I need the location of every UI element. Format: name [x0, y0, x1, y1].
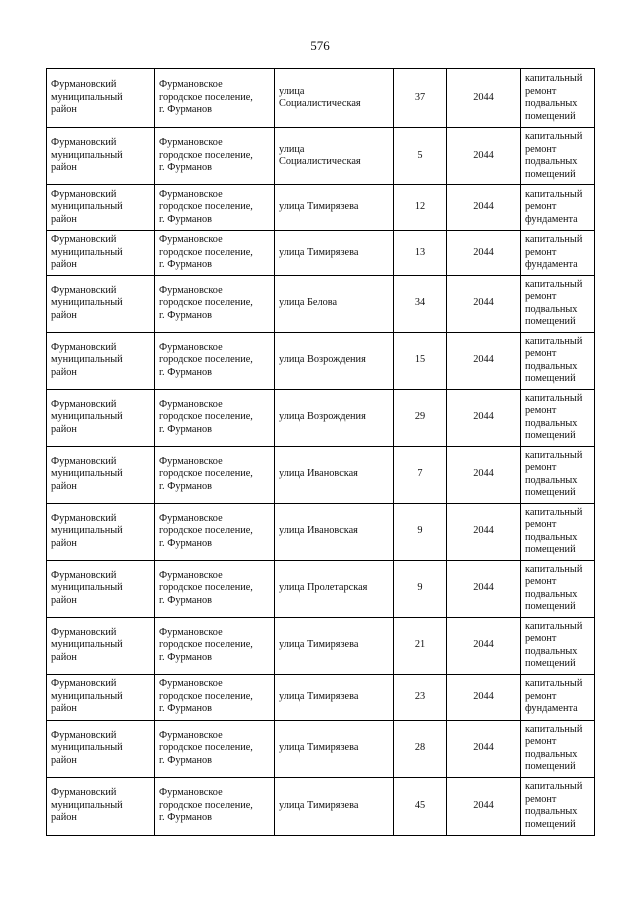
work-type-cell [521, 128, 595, 185]
street-cell-text: улица Ивановская [279, 525, 358, 537]
settlement-cell [155, 231, 275, 276]
settlement-cell [155, 69, 275, 128]
district-cell-text: Фурмановский муниципальный район [51, 398, 123, 435]
work-type-cell-text: капитальный ремонт подвальных помещений [525, 781, 583, 830]
house-number-cell-text: 9 [417, 525, 423, 537]
house-number-cell-text: 37 [414, 91, 426, 103]
table-row [47, 446, 595, 503]
district-cell [47, 777, 155, 835]
year-cell [447, 275, 521, 332]
house-number-cell-text: 9 [417, 582, 423, 594]
settlement-cell-text: Фурмановское городское поселение, г. Фурманов [159, 284, 253, 321]
street-cell-text: улица Тимирязева [279, 201, 359, 213]
house-number-cell [394, 617, 447, 674]
street-cell-text: улица Возрождения [279, 411, 366, 423]
settlement-cell [155, 560, 275, 617]
work-type-cell [521, 446, 595, 503]
work-type-cell [521, 389, 595, 446]
house-number-cell [394, 231, 447, 276]
work-type-cell [521, 231, 595, 276]
settlement-cell [155, 332, 275, 389]
work-type-cell [521, 560, 595, 617]
year-cell [447, 777, 521, 835]
work-type-cell-text: капитальный ремонт фундамента [525, 188, 583, 225]
house-number-cell [394, 446, 447, 503]
district-cell-text: Фурмановский муниципальный район [51, 787, 123, 824]
street-cell [275, 389, 394, 446]
street-cell [275, 231, 394, 276]
district-cell [47, 674, 155, 720]
year-cell [447, 231, 521, 276]
settlement-cell-text: Фурмановское городское поселение, г. Фурманов [159, 678, 253, 715]
settlement-cell-text: Фурмановское городское поселение, г. Фурманов [159, 455, 253, 492]
work-type-cell [521, 332, 595, 389]
work-type-cell [521, 674, 595, 720]
district-cell-text: Фурмановский муниципальный район [51, 234, 123, 270]
street-cell [275, 560, 394, 617]
house-number-cell [394, 185, 447, 231]
table-body [47, 69, 595, 836]
repair-schedule-table [46, 68, 595, 836]
work-type-cell-text: капитальный ремонт подвальных помещений [525, 620, 583, 669]
street-cell [275, 69, 394, 128]
district-cell [47, 332, 155, 389]
year-cell [447, 69, 521, 128]
district-cell [47, 617, 155, 674]
work-type-cell-text: капитальный ремонт подвальных помещений [525, 278, 583, 327]
district-cell-text: Фурмановский муниципальный район [51, 512, 123, 549]
house-number-cell [394, 777, 447, 835]
street-cell-text: улица Белова [279, 297, 338, 309]
work-type-cell-text: капитальный ремонт подвальных помещений [525, 335, 583, 384]
work-type-cell-text: капитальный ремонт подвальных помещений [525, 73, 583, 122]
year-cell-text: 2044 [473, 411, 494, 423]
settlement-cell-text: Фурмановское городское поселение, г. Фурманов [159, 137, 253, 174]
district-cell [47, 389, 155, 446]
table-row [47, 332, 595, 389]
settlement-cell [155, 503, 275, 560]
house-number-cell [394, 69, 447, 128]
year-cell [447, 446, 521, 503]
district-cell [47, 231, 155, 276]
year-cell [447, 332, 521, 389]
settlement-cell-text: Фурмановское городское поселение, г. Фурманов [159, 729, 253, 766]
house-number-cell-text: 15 [414, 354, 426, 366]
street-cell [275, 446, 394, 503]
house-number-cell [394, 332, 447, 389]
settlement-cell-text: Фурмановское городское поселение, г. Фурманов [159, 188, 253, 225]
street-cell-text: улица Тимирязева [279, 690, 359, 702]
table-row [47, 128, 595, 185]
table-row [47, 275, 595, 332]
district-cell [47, 275, 155, 332]
district-cell-text: Фурмановский муниципальный район [51, 137, 123, 174]
house-number-cell [394, 503, 447, 560]
settlement-cell [155, 128, 275, 185]
street-cell-text: улица Возрождения [279, 354, 366, 366]
street-cell [275, 185, 394, 231]
house-number-cell-text: 13 [414, 246, 426, 258]
table-row [47, 69, 595, 128]
district-cell [47, 720, 155, 777]
street-cell [275, 128, 394, 185]
table-row [47, 389, 595, 446]
year-cell-text: 2044 [473, 149, 494, 161]
work-type-cell-text: капитальный ремонт подвальных помещений [525, 723, 583, 772]
work-type-cell-text: капитальный ремонт подвальных помещений [525, 449, 583, 498]
year-cell-text: 2044 [473, 201, 494, 213]
house-number-cell [394, 128, 447, 185]
street-cell-text: улица Тимирязева [279, 246, 359, 258]
street-cell-text: улица Социалистическая [279, 143, 361, 167]
year-cell [447, 720, 521, 777]
work-type-cell [521, 185, 595, 231]
year-cell [447, 389, 521, 446]
district-cell [47, 185, 155, 231]
street-cell [275, 275, 394, 332]
year-cell [447, 674, 521, 720]
district-cell-text: Фурмановский муниципальный район [51, 569, 123, 606]
district-cell-text: Фурмановский муниципальный район [51, 341, 123, 378]
work-type-cell [521, 503, 595, 560]
settlement-cell [155, 446, 275, 503]
district-cell [47, 446, 155, 503]
house-number-cell [394, 560, 447, 617]
house-number-cell-text: 34 [414, 297, 426, 309]
year-cell [447, 503, 521, 560]
work-type-cell [521, 777, 595, 835]
house-number-cell [394, 720, 447, 777]
work-type-cell-text: капитальный ремонт подвальных помещений [525, 506, 583, 555]
settlement-cell [155, 720, 275, 777]
year-cell-text: 2044 [473, 468, 494, 480]
work-type-cell-text: капитальный ремонт фундамента [525, 678, 583, 715]
house-number-cell [394, 389, 447, 446]
district-cell-text: Фурмановский муниципальный район [51, 455, 123, 492]
settlement-cell-text: Фурмановское городское поселение, г. Фурманов [159, 787, 253, 824]
table-row [47, 185, 595, 231]
table-row [47, 617, 595, 674]
table-row [47, 777, 595, 835]
settlement-cell [155, 275, 275, 332]
year-cell-text: 2044 [473, 525, 494, 537]
street-cell-text: улица Пролетарская [279, 582, 368, 594]
year-cell-text: 2044 [473, 297, 494, 309]
district-cell [47, 560, 155, 617]
year-cell-text: 2044 [473, 582, 494, 594]
street-cell [275, 503, 394, 560]
street-cell-text: улица Тимирязева [279, 639, 359, 651]
table-row [47, 720, 595, 777]
house-number-cell-text: 7 [417, 468, 423, 480]
settlement-cell [155, 617, 275, 674]
year-cell-text: 2044 [473, 354, 494, 366]
year-cell-text: 2044 [473, 690, 494, 702]
district-cell-text: Фурмановский муниципальный район [51, 626, 123, 663]
street-cell [275, 332, 394, 389]
work-type-cell-text: капитальный ремонт подвальных помещений [525, 392, 583, 441]
settlement-cell-text: Фурмановское городское поселение, г. Фурманов [159, 234, 253, 270]
district-cell-text: Фурмановский муниципальный район [51, 678, 123, 715]
street-cell [275, 674, 394, 720]
settlement-cell-text: Фурмановское городское поселение, г. Фурманов [159, 79, 253, 116]
house-number-cell-text: 23 [414, 690, 426, 702]
settlement-cell-text: Фурмановское городское поселение, г. Фурманов [159, 569, 253, 606]
table-row [47, 503, 595, 560]
settlement-cell-text: Фурмановское городское поселение, г. Фурманов [159, 398, 253, 435]
house-number-cell-text: 29 [414, 411, 426, 423]
district-cell [47, 128, 155, 185]
house-number-cell-text: 28 [414, 742, 426, 754]
house-number-cell-text: 12 [414, 201, 426, 213]
district-cell [47, 503, 155, 560]
house-number-cell [394, 275, 447, 332]
district-cell-text: Фурмановский муниципальный район [51, 284, 123, 321]
year-cell-text: 2044 [473, 742, 494, 754]
work-type-cell [521, 69, 595, 128]
year-cell-text: 2044 [473, 639, 494, 651]
street-cell-text: улица Ивановская [279, 468, 358, 480]
table-row [47, 674, 595, 720]
table-row [47, 560, 595, 617]
settlement-cell [155, 389, 275, 446]
year-cell-text: 2044 [473, 799, 494, 811]
house-number-cell [394, 674, 447, 720]
settlement-cell [155, 674, 275, 720]
year-cell [447, 128, 521, 185]
settlement-cell-text: Фурмановское городское поселение, г. Фурманов [159, 626, 253, 663]
district-cell-text: Фурмановский муниципальный район [51, 729, 123, 766]
work-type-cell [521, 617, 595, 674]
year-cell [447, 560, 521, 617]
table-row [47, 231, 595, 276]
page-number: 576 [310, 38, 330, 53]
work-type-cell-text: капитальный ремонт фундамента [525, 234, 583, 270]
street-cell-text: улица Тимирязева [279, 799, 359, 811]
work-type-cell-text: капитальный ремонт подвальных помещений [525, 131, 583, 180]
street-cell-text: улица Тимирязева [279, 742, 359, 754]
year-cell-text: 2044 [473, 91, 494, 103]
work-type-cell-text: капитальный ремонт подвальных помещений [525, 563, 583, 612]
district-cell [47, 69, 155, 128]
settlement-cell-text: Фурмановское городское поселение, г. Фурманов [159, 512, 253, 549]
district-cell-text: Фурмановский муниципальный район [51, 79, 123, 116]
settlement-cell [155, 185, 275, 231]
house-number-cell-text: 45 [414, 799, 426, 811]
work-type-cell [521, 720, 595, 777]
street-cell-text: улица Социалистическая [279, 85, 361, 109]
year-cell [447, 185, 521, 231]
settlement-cell [155, 777, 275, 835]
year-cell [447, 617, 521, 674]
work-type-cell [521, 275, 595, 332]
street-cell [275, 777, 394, 835]
settlement-cell-text: Фурмановское городское поселение, г. Фурманов [159, 341, 253, 378]
street-cell [275, 617, 394, 674]
street-cell [275, 720, 394, 777]
house-number-cell-text: 5 [417, 149, 423, 161]
district-cell-text: Фурмановский муниципальный район [51, 188, 123, 225]
year-cell-text: 2044 [473, 246, 494, 258]
house-number-cell-text: 21 [414, 639, 426, 651]
